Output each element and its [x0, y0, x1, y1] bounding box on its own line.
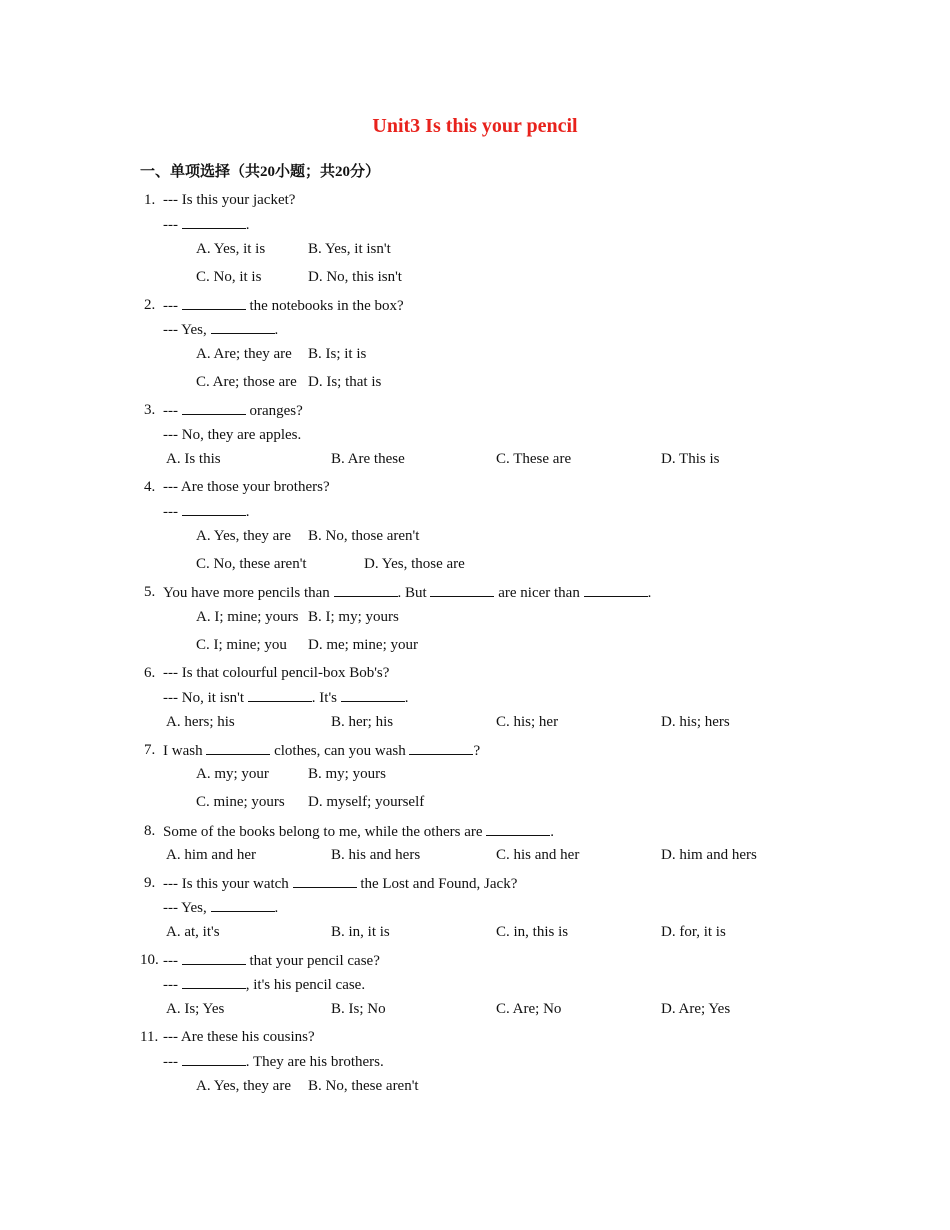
- answer-option: A. him and her: [166, 847, 256, 863]
- question-number: 5.: [144, 584, 156, 600]
- question-number: 6.: [144, 665, 156, 681]
- question-number: 8.: [144, 823, 156, 839]
- question-number: 11.: [140, 1029, 159, 1045]
- question-text: Some of the books belong to me, while the others are: [163, 824, 487, 840]
- answer-option: C. Are; No: [496, 1001, 562, 1017]
- page-title: Unit3 Is this your pencil: [372, 115, 578, 137]
- answer-blank: [211, 897, 275, 912]
- answer-blank: [182, 400, 246, 415]
- question-text: . It's: [311, 690, 341, 706]
- section-heading: 一、单项选择（共20小题；共20分）: [140, 164, 381, 180]
- answer-blank: [248, 687, 312, 702]
- question-number: 2.: [144, 297, 156, 313]
- answer-option: D. myself; yourself: [308, 794, 425, 810]
- question-stem: [163, 400, 303, 421]
- question-text: oranges?: [245, 403, 303, 419]
- answer-option: B. I; my; yours: [308, 609, 399, 625]
- question-stem: [163, 740, 480, 761]
- answer-option: B. Yes, it isn't: [308, 241, 391, 257]
- question-text: ?: [473, 743, 481, 759]
- question-stem: [163, 190, 295, 210]
- question-text: the Lost and Found, Jack?: [356, 876, 518, 892]
- answer-blank: [182, 974, 246, 989]
- answer-option: C. in, this is: [496, 924, 569, 940]
- answer-blank: [211, 319, 275, 334]
- question-text: --- Is this your jacket?: [163, 192, 296, 208]
- answer-blank: [182, 214, 246, 229]
- question-text: --- Yes,: [163, 900, 211, 916]
- answer-option: A. Yes, it is: [196, 241, 266, 257]
- question-number: 10.: [140, 952, 159, 968]
- answer-blank: [341, 687, 405, 702]
- answer-option: A. Are; they are: [196, 346, 292, 362]
- answer-blank: [182, 501, 246, 516]
- question-text: --- Is that colourful pencil-box Bob's?: [163, 665, 390, 681]
- answer-option: A. Is; Yes: [166, 1001, 225, 1017]
- answer-option: C. No, these aren't: [196, 556, 307, 572]
- answer-option: C. I; mine; you: [196, 637, 287, 653]
- answer-blank: [206, 740, 270, 755]
- question-text: ---: [163, 1054, 182, 1070]
- question-text: . But: [397, 585, 431, 601]
- answer-blank: [334, 582, 398, 597]
- question-stem: [163, 821, 554, 842]
- question-stem: [163, 477, 330, 497]
- question-text: --- Is this your watch: [163, 876, 293, 892]
- question-stem: [163, 950, 380, 971]
- answer-option: B. my; yours: [308, 766, 386, 782]
- question-text: .: [245, 217, 250, 233]
- answer-option: D. Is; that is: [308, 374, 382, 390]
- question-response: [163, 974, 365, 995]
- question-number: 4.: [144, 479, 156, 495]
- answer-option: A. I; mine; yours: [196, 609, 299, 625]
- question-text: ---: [163, 217, 182, 233]
- question-response: [163, 501, 250, 522]
- answer-blank: [486, 821, 550, 836]
- question-text: are nicer than: [494, 585, 584, 601]
- question-text: that your pencil case?: [245, 953, 380, 969]
- question-text: You have more pencils than: [163, 585, 334, 601]
- question-response: [163, 687, 408, 708]
- answer-option: B. Are these: [331, 451, 405, 467]
- question-stem: [163, 1027, 315, 1047]
- question-text: , it's his pencil case.: [245, 977, 366, 993]
- question-stem: [163, 663, 389, 683]
- question-text: the notebooks in the box?: [245, 298, 404, 314]
- answer-blank: [182, 295, 246, 310]
- answer-option: C. mine; yours: [196, 794, 285, 810]
- question-number: 3.: [144, 402, 156, 418]
- answer-option: D. me; mine; your: [308, 637, 418, 653]
- answer-option: D. him and hers: [661, 847, 757, 863]
- question-text: .: [404, 690, 409, 706]
- question-response: [163, 897, 278, 918]
- answer-option: C. Are; those are: [196, 374, 297, 390]
- answer-blank: [182, 1051, 246, 1066]
- answer-option: B. Is; No: [331, 1001, 386, 1017]
- answer-blank: [182, 950, 246, 965]
- question-stem: [163, 582, 651, 603]
- answer-option: B. his and hers: [331, 847, 421, 863]
- answer-option: C. No, it is: [196, 269, 262, 285]
- answer-option: B. No, those aren't: [308, 528, 420, 544]
- question-text: ---: [163, 953, 182, 969]
- question-number: 7.: [144, 742, 156, 758]
- answer-option: A. my; your: [196, 766, 269, 782]
- answer-option: A. Yes, they are: [196, 528, 291, 544]
- answer-option: A. Is this: [166, 451, 221, 467]
- question-text: .: [647, 585, 652, 601]
- question-text: I wash: [163, 743, 207, 759]
- answer-option: D. his; hers: [661, 714, 730, 730]
- question-text: .: [274, 322, 279, 338]
- answer-option: C. his and her: [496, 847, 580, 863]
- question-text: --- Are these his cousins?: [163, 1029, 315, 1045]
- question-number: 9.: [144, 875, 156, 891]
- answer-blank: [584, 582, 648, 597]
- answer-option: D. Yes, those are: [364, 556, 465, 572]
- question-text: ---: [163, 298, 182, 314]
- question-response: [163, 425, 301, 445]
- question-text: .: [550, 824, 555, 840]
- answer-option: B. Is; it is: [308, 346, 367, 362]
- question-stem: [163, 873, 517, 894]
- answer-option: A. hers; his: [166, 714, 235, 730]
- answer-option: A. Yes, they are: [196, 1078, 291, 1094]
- question-text: clothes, can you wash: [270, 743, 410, 759]
- answer-option: D. This is: [661, 451, 720, 467]
- answer-blank: [409, 740, 473, 755]
- answer-option: C. These are: [496, 451, 572, 467]
- question-stem: [163, 295, 404, 316]
- answer-option: D. No, this isn't: [308, 269, 402, 285]
- question-text: --- No, it isn't: [163, 690, 248, 706]
- question-text: ---: [163, 977, 182, 993]
- answer-blank: [430, 582, 494, 597]
- answer-option: A. at, it's: [166, 924, 220, 940]
- question-text: --- No, they are apples.: [163, 427, 302, 443]
- answer-option: B. in, it is: [331, 924, 390, 940]
- question-text: .: [245, 504, 250, 520]
- question-text: ---: [163, 504, 182, 520]
- question-response: [163, 1051, 384, 1072]
- question-response: [163, 214, 250, 235]
- question-text: . They are his brothers.: [245, 1054, 384, 1070]
- answer-option: B. her; his: [331, 714, 394, 730]
- question-text: .: [274, 900, 279, 916]
- question-text: --- Yes,: [163, 322, 211, 338]
- answer-option: B. No, these aren't: [308, 1078, 419, 1094]
- question-text: ---: [163, 403, 182, 419]
- answer-option: C. his; her: [496, 714, 559, 730]
- answer-option: D. for, it is: [661, 924, 726, 940]
- answer-option: D. Are; Yes: [661, 1001, 731, 1017]
- answer-blank: [293, 873, 357, 888]
- question-response: [163, 319, 278, 340]
- question-text: --- Are those your brothers?: [163, 479, 330, 495]
- question-number: 1.: [144, 192, 156, 208]
